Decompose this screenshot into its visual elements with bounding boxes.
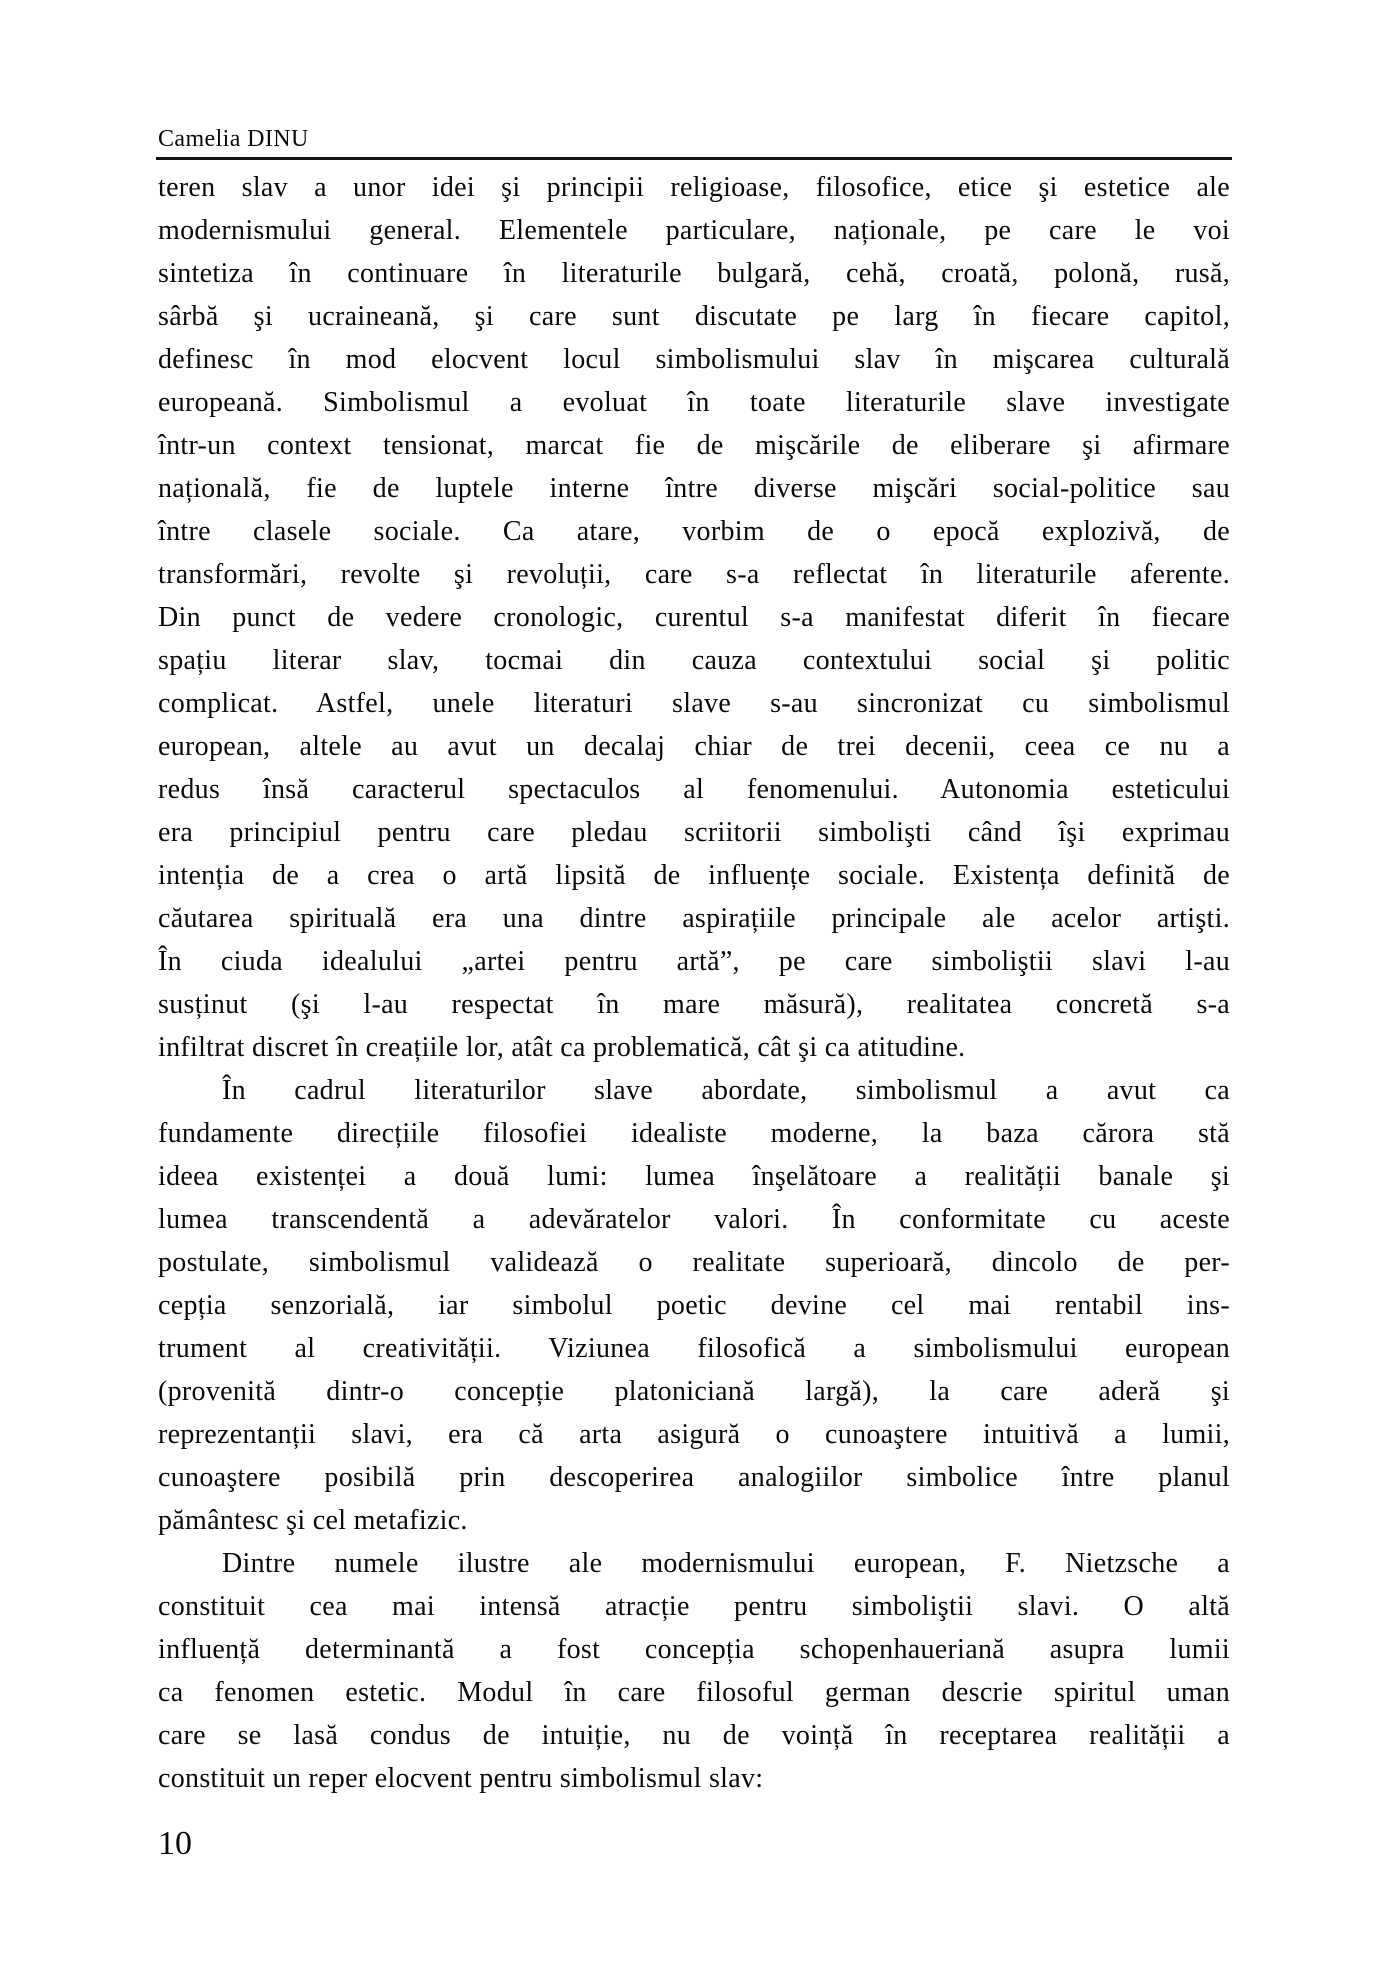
text-line: care se lasă condus de intuiție, nu de voință în receptarea realității a <box>158 1720 1230 1751</box>
body-text <box>158 166 1230 1800</box>
text-line: influență determinantă a fost concepția schopenhaueriană asupra lumii <box>158 1634 1230 1665</box>
text-line: susținut (şi l-au respectat în mare măsură), realitatea concretă s-a <box>158 989 1230 1020</box>
text-line: reprezentanții slavi, era că arta asigură o cunoaştere intuitivă a lumii, <box>158 1419 1230 1450</box>
text-line: intenția de a crea o artă lipsită de influențe sociale. Existența definită de <box>158 860 1230 891</box>
text-line: era principiul pentru care pledau scriitorii simbolişti când îşi exprimau <box>158 817 1230 848</box>
text-line: căutarea spirituală era una dintre aspirațiile principale ale acelor artişti. <box>158 903 1230 934</box>
text-line: Dintre numele ilustre ale modernismului european, F. Nietzsche a <box>222 1548 1230 1579</box>
text-line: infiltrat discret în creațiile lor, atât ca problematică, cât şi ca atitudine. <box>158 1032 966 1063</box>
text-line: sârbă şi ucraineană, şi care sunt discutate pe larg în fiecare capitol, <box>158 301 1230 332</box>
text-line: redus însă caracterul spectaculos al fenomenului. Autonomia esteticului <box>158 774 1230 805</box>
text-line: pământesc şi cel metafizic. <box>158 1505 468 1536</box>
text-line: teren slav a unor idei şi principii religioase, filosofice, etice şi estetice ale <box>158 172 1230 203</box>
text-line: într-un context tensionat, marcat fie de mişcările de eliberare şi afirmare <box>158 430 1230 461</box>
text-line: cepția senzorială, iar simbolul poetic devine cel mai rentabil ins- <box>158 1290 1230 1321</box>
text-line: Din punct de vedere cronologic, curentul s-a manifestat diferit în fiecare <box>158 602 1230 633</box>
text-line: transformări, revolte şi revoluții, care s-a reflectat în literaturile aferente. <box>158 559 1230 590</box>
text-line: european, altele au avut un decalaj chiar de trei decenii, ceea ce nu a <box>158 731 1230 762</box>
text-line: trument al creativității. Viziunea filosofică a simbolismului european <box>158 1333 1230 1364</box>
text-line: lumea transcendentă a adevăratelor valori. În conformitate cu aceste <box>158 1204 1230 1235</box>
text-line: cunoaştere posibilă prin descoperirea analogiilor simbolice între planul <box>158 1462 1230 1493</box>
header-author: Camelia DINU <box>158 126 309 152</box>
text-line: ideea existenței a două lumi: lumea înşelătoare a realității banale şi <box>158 1161 1230 1192</box>
text-line: între clasele sociale. Ca atare, vorbim de o epocă explozivă, de <box>158 516 1230 547</box>
text-line: constituit cea mai intensă atracție pentru simboliştii slavi. O altă <box>158 1591 1230 1622</box>
text-line: spațiu literar slav, tocmai din cauza contextului social şi politic <box>158 645 1230 676</box>
text-line: națională, fie de luptele interne între diverse mişcări social-politice sau <box>158 473 1230 504</box>
text-line: În ciuda idealului „artei pentru artă”, pe care simboliştii slavi l-au <box>158 946 1230 977</box>
text-line: complicat. Astfel, unele literaturi slave s-au sincronizat cu simbolismul <box>158 688 1230 719</box>
text-line: ca fenomen estetic. Modul în care filosoful german descrie spiritul uman <box>158 1677 1230 1708</box>
header-rule <box>156 157 1232 160</box>
text-line: definesc în mod elocvent locul simbolismului slav în mişcarea culturală <box>158 344 1230 375</box>
text-line: postulate, simbolismul validează o realitate superioară, dincolo de per- <box>158 1247 1230 1278</box>
text-line: modernismului general. Elementele particulare, naționale, pe care le voi <box>158 215 1230 246</box>
text-line: fundamente direcțiile filosofiei idealiste moderne, la baza cărora stă <box>158 1118 1230 1149</box>
text-line: (provenită dintr-o concepție platoniciană largă), la care aderă şi <box>158 1376 1230 1407</box>
text-line: sintetiza în continuare în literaturile bulgară, cehă, croată, polonă, rusă, <box>158 258 1230 289</box>
text-line: constituit un reper elocvent pentru simbolismul slav: <box>158 1763 764 1794</box>
text-line: europeană. Simbolismul a evoluat în toate literaturile slave investigate <box>158 387 1230 418</box>
text-line: În cadrul literaturilor slave abordate, simbolismul a avut ca <box>222 1075 1230 1106</box>
page-number: 10 <box>158 1825 192 1862</box>
